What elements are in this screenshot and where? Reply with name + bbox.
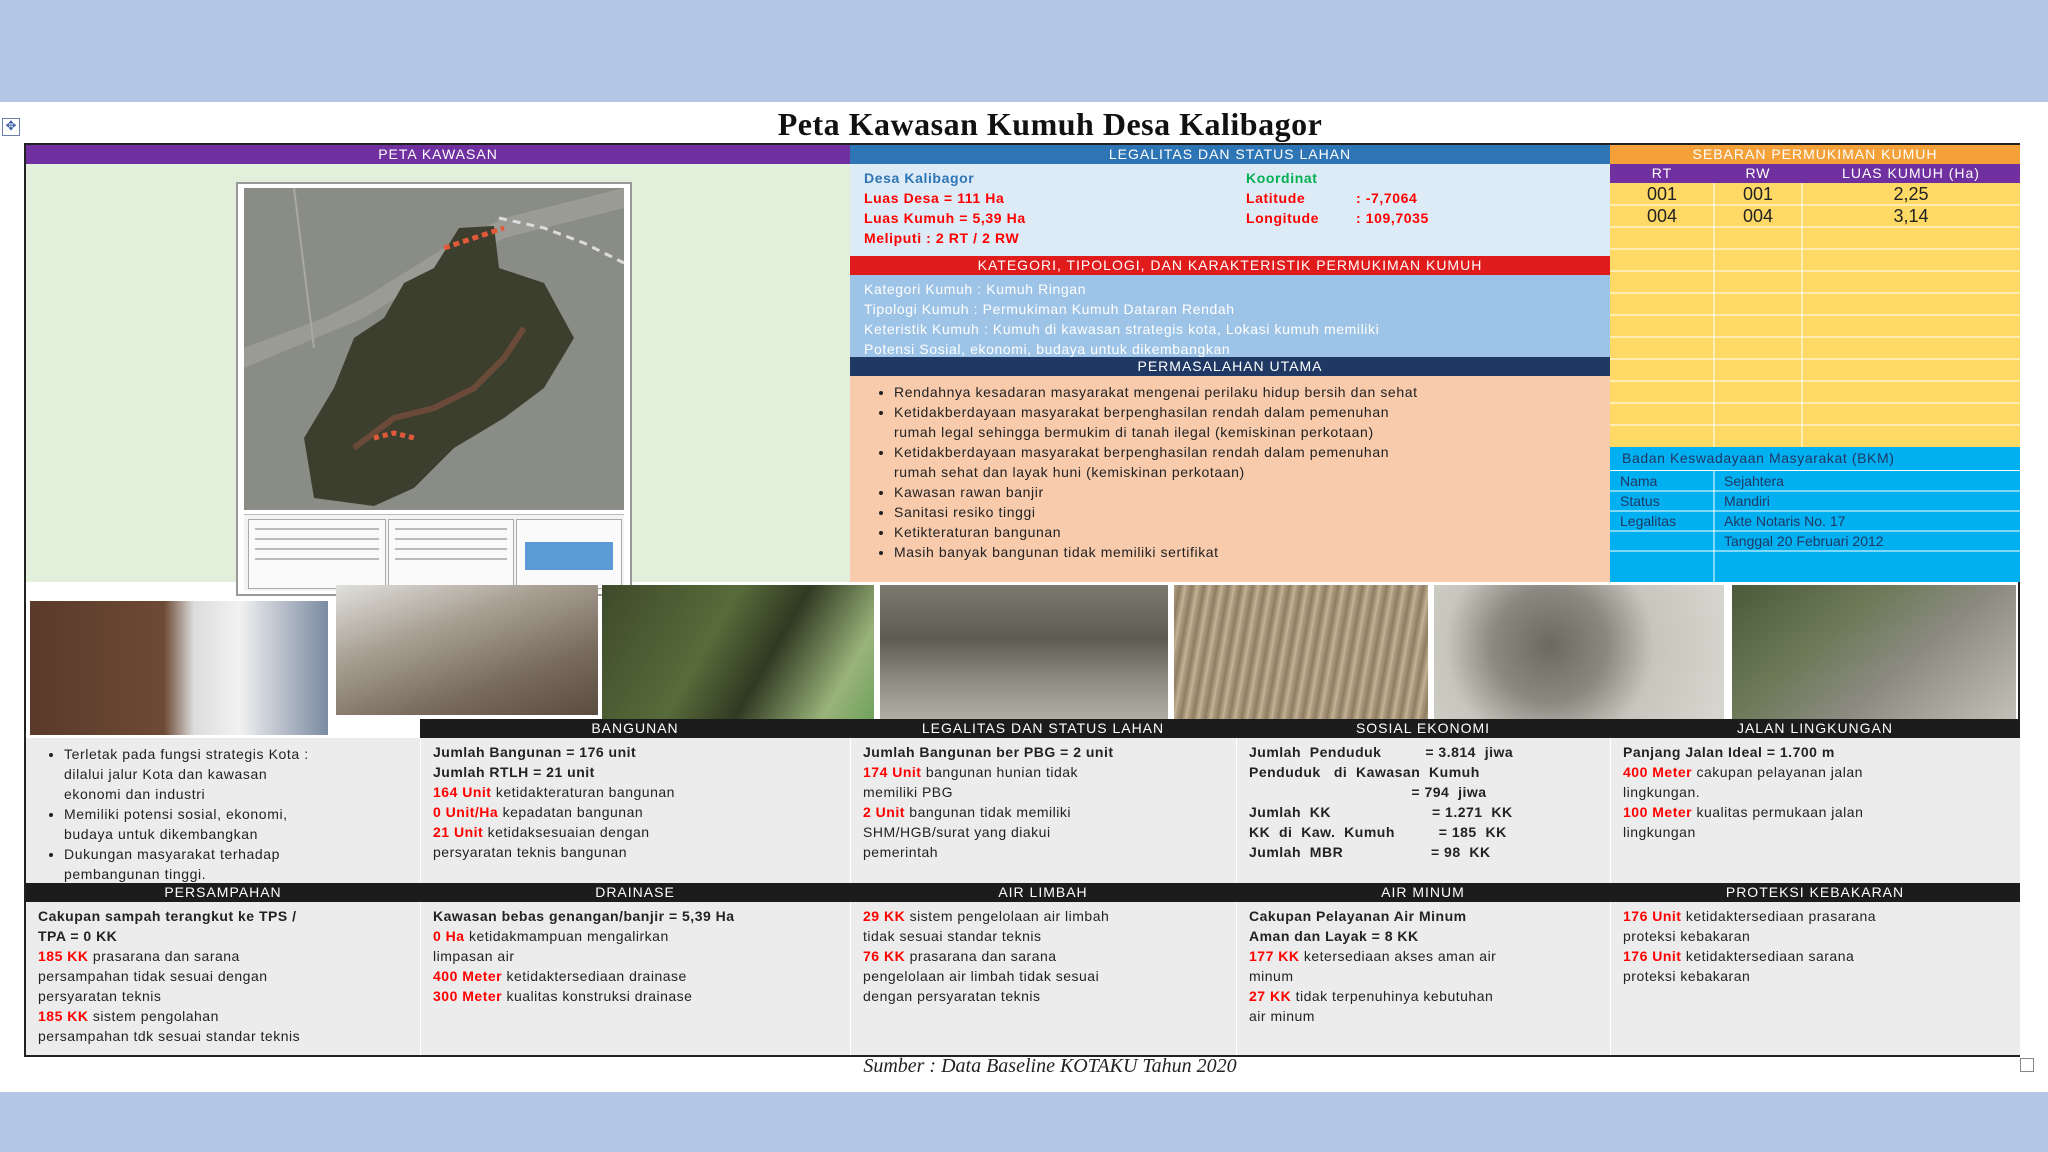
table-cell: 001	[1646, 184, 1678, 204]
bkm-label-nama: Nama	[1620, 473, 1658, 489]
bkm-label-status: Status	[1620, 493, 1660, 509]
bkm-table	[1610, 471, 2020, 582]
map-legend-keys	[388, 519, 514, 589]
table-cell: 3,14	[1893, 206, 1929, 226]
ketidakteraturan-value: 164 Unit	[433, 784, 492, 800]
tanpa-sertifikat-text: bangunan tidak memiliki	[904, 804, 1071, 820]
list-item: • Memiliki potensi sosial, ekonomi, budaya untuk dikembangkan	[64, 804, 412, 844]
photo-road	[336, 585, 598, 715]
jumlah-bangunan: Jumlah Bangunan = 176 unit	[433, 744, 637, 760]
kebutuhan-air-value: 27 KK	[1249, 988, 1292, 1004]
list-item: • Ketidakberdayaan masyarakat berpenghasilan rendah dalam pemenuhan rumah sehat dan layak huni (kemiskinan perkotaan)	[894, 442, 1596, 482]
cakupan-air-minum: Cakupan Pelayanan Air Minum	[1249, 908, 1467, 924]
list-item: • Masih banyak bangunan tidak memiliki sertifikat	[894, 542, 1596, 562]
legal2-header: LEGALITAS DAN STATUS LAHAN	[850, 719, 1236, 738]
photo-well	[1434, 585, 1724, 719]
drainase-panel	[420, 902, 850, 1055]
list-item: • Rendahnya kesadaran masyarakat mengenai perilaku hidup bersih dan sehat	[894, 382, 1596, 402]
prasarana-sampah-text-2: persampahan tidak sesuai dengan	[38, 968, 268, 984]
prasarana-sampah-text: prasarana dan sarana	[88, 948, 240, 964]
kategori-panel	[850, 275, 1610, 357]
ketidaksesuaian-text-2: persyaratan teknis bangunan	[433, 844, 628, 860]
page-title: Peta Kawasan Kumuh Desa Kalibagor	[777, 106, 1323, 142]
list-item: • Ketidakberdayaan masyarakat berpenghasilan rendah dalam pemenuhan rumah legal sehingga bermukim di tanah ilegal (kemiskinan perkotaan)	[894, 402, 1596, 442]
cakupan-sampah-2: TPA = 0 KK	[38, 928, 118, 944]
tanpa-pbg-value: 174 Unit	[863, 764, 922, 780]
list-item: • Ketikteraturan bangunan	[894, 522, 1596, 542]
sebaran-column-headers	[1610, 164, 2020, 183]
list-item: • Kawasan rawan banjir	[894, 482, 1596, 502]
jalan-panel	[1610, 738, 2020, 883]
kk-kawasan-kumuh: KK di Kaw. Kumuh = 185 KK	[1249, 824, 1507, 840]
bangunan-header: BANGUNAN	[420, 719, 850, 738]
bangunan-pbg: Jumlah Bangunan ber PBG = 2 unit	[863, 744, 1114, 760]
bkm-value-legalitas: Akte Notaris No. 17	[1724, 513, 1846, 529]
photo-house	[30, 601, 328, 735]
legal2-panel	[850, 738, 1236, 883]
prasarana-sampah-text-3: persyaratan teknis	[38, 988, 162, 1004]
kualitas-jalan-value: 100 Meter	[1623, 804, 1693, 820]
kategori-line: Kategori Kumuh : Kumuh Ringan	[864, 281, 1087, 297]
sarana-kebakaran-text-2: proteksi kebakaran	[1623, 968, 1751, 984]
prasarana-limbah-text-2: pengelolaan air limbah tidak sesuai	[863, 968, 1100, 984]
latitude-label: Latitude	[1246, 190, 1306, 206]
sistem-limbah-text-2: tidak sesuai standar teknis	[863, 928, 1042, 944]
akses-air-text: ketersediaan akses aman air	[1299, 948, 1497, 964]
bkm-value-status: Mandiri	[1724, 493, 1770, 509]
akses-air-text-2: minum	[1249, 968, 1294, 984]
tanpa-sertifikat-value: 2 Unit	[863, 804, 905, 820]
map-header: PETA KAWASAN	[26, 145, 850, 164]
infographic-frame	[24, 143, 2020, 1057]
kualitas-jalan-text-2: lingkungan	[1623, 824, 1696, 840]
desa-name: Desa Kalibagor	[864, 170, 975, 186]
area-map	[236, 182, 632, 596]
sarana-kebakaran-text: ketidaktersediaan sarana	[1681, 948, 1855, 964]
prasarana-kebakaran-value: 176 Unit	[1623, 908, 1682, 924]
satellite-map-image	[244, 188, 624, 510]
bkm-panel	[1610, 447, 2020, 582]
karakteristik-line: Keteristik Kumuh : Kumuh di kawasan strategis kota, Lokasi kumuh memiliki	[864, 321, 1380, 337]
legal-panel	[850, 164, 1610, 256]
list-item: • Dukungan masyarakat terhadap pembangunan tinggi.	[64, 844, 412, 884]
jumlah-penduduk: Jumlah Penduduk = 3.814 jiwa	[1249, 744, 1514, 760]
kualitas-drainase-value: 300 Meter	[433, 988, 503, 1004]
minum-panel	[1236, 902, 1610, 1055]
koordinat-label: Koordinat	[1246, 170, 1318, 186]
source-caption: Sumber : Data Baseline KOTAKU Tahun 2020	[863, 1055, 1237, 1077]
ketidaksesuaian-value: 21 Unit	[433, 824, 484, 840]
limbah-panel	[850, 902, 1236, 1055]
kebakaran-panel	[1610, 902, 2020, 1055]
masalah-header: PERMASALAHAN UTAMA	[850, 357, 1610, 376]
bkm-header: Badan Keswadayaan Masyarakat (BKM)	[1610, 447, 2020, 471]
column-header-rt: RT	[1651, 165, 1673, 181]
table-cell: 004	[1742, 206, 1774, 226]
prasarana-limbah-text-3: dengan persyaratan teknis	[863, 988, 1041, 1004]
map-shape-icon	[244, 188, 624, 510]
tanpa-pbg-text-2: memiliki PBG	[863, 784, 954, 800]
sosial-panel	[1236, 738, 1610, 883]
kebakaran-header: PROTEKSI KEBAKARAN	[1610, 883, 2020, 902]
ketidaksesuaian-text: ketidaksesuaian dengan	[483, 824, 650, 840]
sistem-limbah-value: 29 KK	[863, 908, 906, 924]
table-cell: 2,25	[1893, 184, 1929, 204]
sistem-limbah-text: sistem pengelolaan air limbah	[905, 908, 1110, 924]
column-header-luas: LUAS KUMUH (Ha)	[1842, 165, 1980, 181]
pengolahan-sampah-text-2: persampahan tdk sesuai standar teknis	[38, 1028, 301, 1044]
cakupan-sampah: Cakupan sampah terangkut ke TPS /	[38, 908, 297, 924]
kepadatan-text: kepadatan bangunan	[498, 804, 644, 820]
list-item: • Terletak pada fungsi strategis Kota : dilalui jalur Kota dan kawasan ekonomi dan industri	[64, 744, 412, 804]
jalan-header: JALAN LINGKUNGAN	[1610, 719, 2020, 738]
tanpa-sertifikat-text-3: pemerintah	[863, 844, 939, 860]
kepadatan-value: 0 Unit/Ha	[433, 804, 499, 820]
jumlah-kk: Jumlah KK = 1.271 KK	[1249, 804, 1513, 820]
move-anchor-icon[interactable]: ✥	[2, 118, 20, 136]
photo-fence	[1174, 585, 1428, 719]
cakupan-jalan-text-2: lingkungan.	[1623, 784, 1701, 800]
photo-waste	[880, 585, 1168, 719]
prasarana-kebakaran-text-2: proteksi kebakaran	[1623, 928, 1751, 944]
minum-header: AIR MINUM	[1236, 883, 1610, 902]
ketersediaan-drainase-text: ketidaktersediaan drainase	[502, 968, 687, 984]
cakupan-air-minum-2: Aman dan Layak = 8 KK	[1249, 928, 1419, 944]
akses-air-value: 177 KK	[1249, 948, 1300, 964]
prasarana-sampah-value: 185 KK	[38, 948, 89, 964]
penduduk-kawasan-label: Penduduk di Kawasan Kumuh	[1249, 764, 1480, 780]
map-legend-title-block	[248, 519, 386, 589]
bkm-value-tanggal: Tanggal 20 Februari 2012	[1724, 533, 1884, 549]
tanpa-sertifikat-text-2: SHM/HGB/surat yang diakui	[863, 824, 1051, 840]
persampahan-panel	[26, 902, 420, 1055]
resize-handle-icon[interactable]	[2020, 1058, 2034, 1072]
photo-garbage	[1732, 585, 2016, 719]
jumlah-rtlh: Jumlah RTLH = 21 unit	[433, 764, 595, 780]
column-header-rw: RW	[1745, 165, 1771, 181]
persampahan-header: PERSAMPAHAN	[26, 883, 420, 902]
potensi-list	[34, 744, 412, 884]
kebutuhan-air-text: tidak terpenuhinya kebutuhan	[1291, 988, 1494, 1004]
prasarana-limbah-text: prasarana dan sarana	[905, 948, 1057, 964]
drainase-header: DRAINASE	[420, 883, 850, 902]
latitude-value: : -7,7064	[1356, 190, 1418, 206]
table-cell: 004	[1646, 206, 1678, 226]
pengolahan-sampah-text: sistem pengolahan	[88, 1008, 219, 1024]
luas-desa: Luas Desa = 111 Ha	[864, 190, 1005, 206]
masalah-panel	[850, 376, 1610, 582]
longitude-label: Longitude	[1246, 210, 1320, 226]
jumlah-mbr: Jumlah MBR = 98 KK	[1249, 844, 1491, 860]
map-legend	[244, 514, 624, 591]
kategori-header: KATEGORI, TIPOLOGI, DAN KARAKTERISTIK PERMUKIMAN KUMUH	[850, 256, 1610, 275]
prasarana-kebakaran-text: ketidaktersediaan prasarana	[1681, 908, 1877, 924]
sebaran-header: SEBARAN PERMUKIMAN KUMUH	[1610, 145, 2020, 164]
cakupan-jalan-text: cakupan pelayanan jalan	[1692, 764, 1863, 780]
sosial-header: SOSIAL EKONOMI	[1236, 719, 1610, 738]
kualitas-jalan-text: kualitas permukaan jalan	[1692, 804, 1864, 820]
bkm-value-nama: Sejahtera	[1724, 473, 1784, 489]
map-panel	[26, 164, 850, 582]
ketidakteraturan-text: ketidakteraturan bangunan	[491, 784, 675, 800]
pengolahan-sampah-value: 185 KK	[38, 1008, 89, 1024]
bebas-genangan: Kawasan bebas genangan/banjir = 5,39 Ha	[433, 908, 735, 924]
masalah-list	[864, 382, 1596, 562]
kebutuhan-air-text-2: air minum	[1249, 1008, 1315, 1024]
meliputi: Meliputi : 2 RT / 2 RW	[864, 230, 1020, 246]
potensi-panel	[26, 738, 420, 883]
photo-canal	[602, 585, 874, 719]
map-inset	[516, 519, 622, 589]
limpasan-text-2: limpasan air	[433, 948, 515, 964]
cakupan-jalan-value: 400 Meter	[1623, 764, 1693, 780]
longitude-value: : 109,7035	[1356, 210, 1429, 226]
bangunan-panel	[420, 738, 850, 883]
sarana-kebakaran-value: 176 Unit	[1623, 948, 1682, 964]
table-cell: 001	[1742, 184, 1774, 204]
luas-kumuh: Luas Kumuh = 5,39 Ha	[864, 210, 1026, 226]
kualitas-drainase-text: kualitas konstruksi drainase	[502, 988, 693, 1004]
limbah-header: AIR LIMBAH	[850, 883, 1236, 902]
prasarana-limbah-value: 76 KK	[863, 948, 906, 964]
panjang-jalan: Panjang Jalan Ideal = 1.700 m	[1623, 744, 1835, 760]
list-item: • Sanitasi resiko tinggi	[894, 502, 1596, 522]
limpasan-text: ketidakmampuan mengalirkan	[464, 928, 669, 944]
sebaran-table	[1610, 183, 2020, 447]
penduduk-kawasan-value: = 794 jiwa	[1249, 784, 1487, 800]
tanpa-pbg-text: bangunan hunian tidak	[921, 764, 1079, 780]
bkm-label-legalitas: Legalitas	[1620, 513, 1677, 529]
tipologi-line: Tipologi Kumuh : Permukiman Kumuh Dataran Rendah	[864, 301, 1235, 317]
karakteristik-line-2: Potensi Sosial, ekonomi, budaya untuk dikembangkan	[864, 341, 1231, 357]
legal-header: LEGALITAS DAN STATUS LAHAN	[850, 145, 1610, 164]
ketersediaan-drainase-value: 400 Meter	[433, 968, 503, 984]
limpasan-value: 0 Ha	[433, 928, 465, 944]
